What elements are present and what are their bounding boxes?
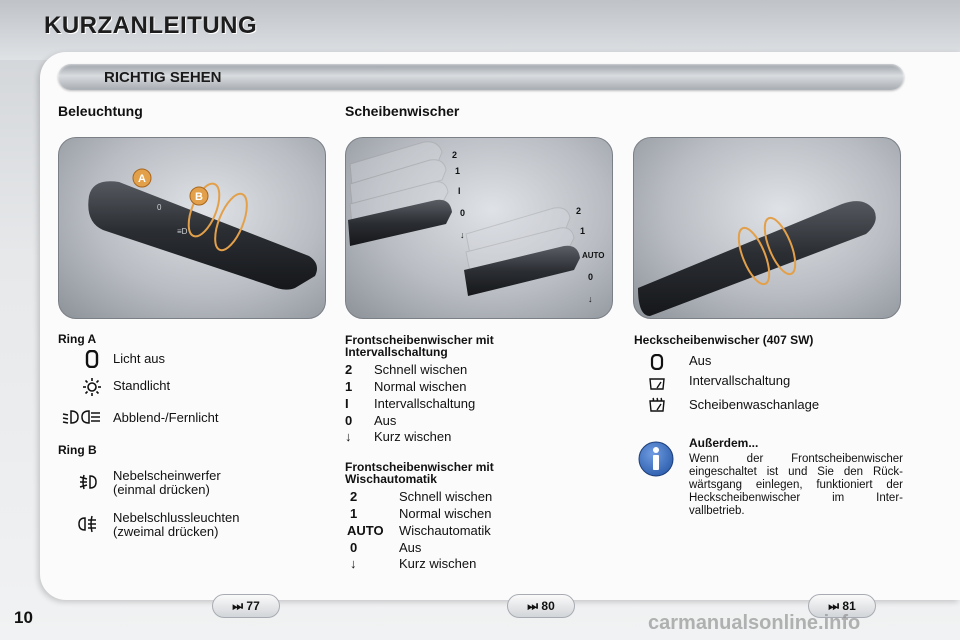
rear-wiper-interval-label: Intervallschaltung [689, 373, 791, 388]
interval-wiper-title-2: Intervallschaltung [345, 345, 448, 359]
lower-mark-auto: AUTO [582, 251, 605, 260]
svg-text:≡D: ≡D [177, 227, 188, 236]
lighting-stalk-photo [58, 137, 326, 319]
rear-fog-label-2: (zweimal drücken) [113, 524, 219, 539]
rear-wiper-title: Heckscheibenwischer (407 SW) [634, 333, 814, 347]
upper-mark-0: 0 [460, 208, 466, 218]
lower-mark-down: ↓ [588, 294, 593, 304]
upper-mark-1: 1 [455, 166, 461, 176]
rear-washer-label: Scheibenwaschanlage [689, 397, 820, 412]
lower-mark-2: 2 [576, 206, 582, 216]
section-title: RICHTIG SEHEN [104, 69, 222, 86]
watermark: carmanualsonline.info [648, 612, 861, 634]
parking-light-icon [82, 377, 102, 402]
rear-wiper-off-icon [650, 354, 664, 375]
fast-forward-icon: ⏭ [828, 599, 843, 613]
manual-page: KURZANLEITUNG RICHTIG SEHEN Beleuchtung Scheibenwischer A B 0 ≡D 2 1 I 0 ↓ 2 1 AUTO 0 ↓ Ring A Licht aus Standlicht Abblend-/Fernlicht Ring B Nebelscheinwerfer (einmal drücken) Nebelschlussleuchten (zweimal drücken) Frontscheibenwischer mit Intervallschaltung 2 Schnell wischen 1 Normal wischen I Intervallschaltung 0 Aus ↓ Kurz wischen Frontscheibenwischer mit Wischautomatik 2 Schnell wischen 1 Normal wischen AUTO Wischautomatik 0 Aus ↓ Kurz wischen Heckscheibenwischer (407 SW) Aus Intervallschaltung Scheibenwaschanlage Außerdem... Wenn der Frontscheibenwischer eingeschaltet ist und Sie den Rück- wärtsgang einlegen, funktioniert der Heckscheibenwischer im Inter- vallbetrieb. ⏭ 77 ⏭ 80 ⏭ 81 10 carmanualsonline.info [0, 0, 960, 640]
front-wiper-photo [345, 137, 613, 319]
lighting-heading: Beleuchtung [58, 103, 143, 119]
beam-label: Abblend-/Fernlicht [113, 410, 219, 425]
wipers-heading: Scheibenwischer [345, 103, 460, 119]
info-icon [637, 440, 675, 483]
ring-b-title: Ring B [58, 443, 97, 457]
ring-a-label: A [138, 173, 146, 185]
ring-a-title: Ring A [58, 332, 97, 346]
lower-mark-0: 0 [588, 272, 594, 282]
interval-wiper-title-1: Frontscheibenwischer mit [345, 333, 494, 347]
lighting-stalk-illustration [59, 138, 326, 319]
front-fog-label-2: (einmal drücken) [113, 482, 210, 497]
info-text: Wenn der Frontscheibenwischer eingeschaltet ist und Sie den Rück- wärtsgang einlegen, funktioniert der Heckscheibenwischer im Inter- vallbetrieb. [689, 453, 903, 517]
light-off-icon [84, 350, 100, 373]
rear-wiper-illustration [634, 138, 901, 319]
low-high-beam-icon [62, 408, 102, 431]
front-fog-light-icon [78, 472, 98, 497]
page-title: KURZANLEITUNG [44, 12, 258, 39]
svg-text:0: 0 [157, 203, 162, 212]
light-off-label: Licht aus [113, 351, 166, 366]
upper-mark-down: ↓ [460, 230, 465, 240]
page-ref-77[interactable]: ⏭ 77 [212, 594, 280, 618]
rear-wiper-off-label: Aus [689, 353, 712, 368]
front-wiper-illustration [346, 138, 613, 319]
page-ref-81[interactable]: ⏭ 81 [808, 594, 876, 618]
auto-wiper-title-1: Frontscheibenwischer mit [345, 460, 494, 474]
info-title: Außerdem... [689, 436, 759, 450]
lower-mark-1: 1 [580, 226, 586, 236]
front-fog-label-1: Nebelscheinwerfer [113, 468, 221, 483]
parking-light-label: Standlicht [113, 378, 171, 393]
ring-b-label: B [195, 191, 203, 203]
fast-forward-icon: ⏭ [232, 599, 247, 613]
page-number: 10 [14, 608, 33, 627]
rear-washer-icon [648, 397, 666, 418]
rear-fog-label-1: Nebelschlussleuchten [113, 510, 240, 525]
section-banner [58, 64, 904, 90]
rear-wiper-interval-icon [648, 377, 666, 396]
upper-mark-2: 2 [452, 150, 458, 160]
rear-fog-light-icon [78, 514, 98, 539]
page-ref-80[interactable]: ⏭ 80 [507, 594, 575, 618]
auto-wiper-title-2: Wischautomatik [345, 472, 437, 486]
upper-mark-i: I [458, 186, 461, 196]
fast-forward-icon: ⏭ [527, 599, 542, 613]
rear-wiper-photo [633, 137, 901, 319]
